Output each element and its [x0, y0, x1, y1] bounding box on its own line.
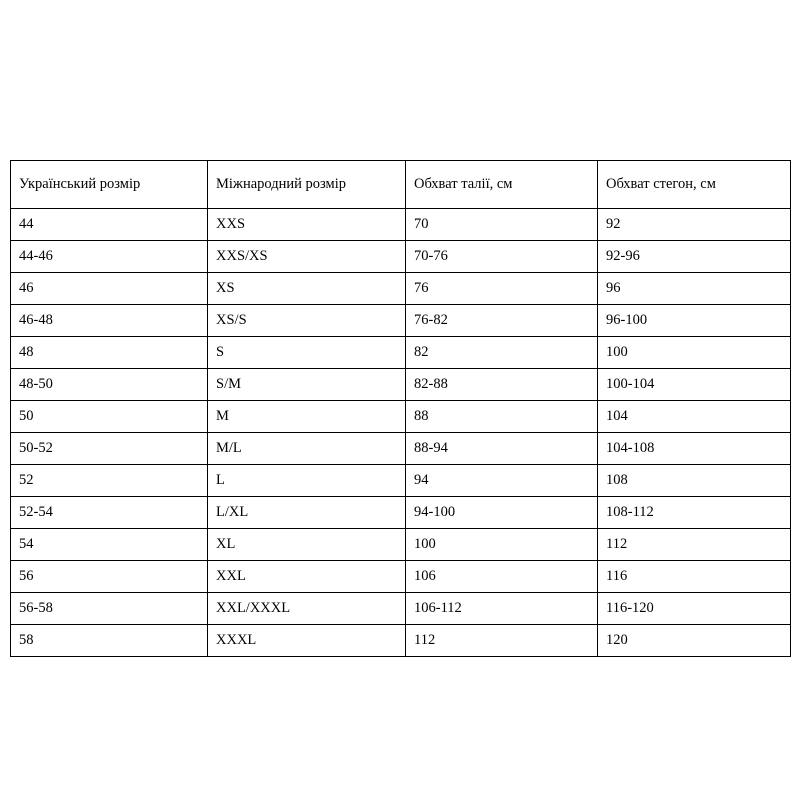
cell-international-size: XS: [208, 273, 406, 305]
cell-international-size: XL: [208, 529, 406, 561]
cell-ukrainian-size: 46-48: [11, 305, 208, 337]
cell-waist: 88-94: [406, 433, 598, 465]
cell-waist: 106: [406, 561, 598, 593]
cell-waist: 100: [406, 529, 598, 561]
cell-hips: 116-120: [598, 593, 791, 625]
cell-international-size: M: [208, 401, 406, 433]
column-header-ukrainian-size: Український розмір: [11, 161, 208, 209]
cell-waist: 94: [406, 465, 598, 497]
column-header-waist: Обхват талії, см: [406, 161, 598, 209]
cell-ukrainian-size: 52-54: [11, 497, 208, 529]
table-row: [11, 433, 791, 465]
table-row: [11, 241, 791, 273]
cell-hips: 92-96: [598, 241, 791, 273]
size-chart-container: [10, 160, 790, 657]
cell-international-size: XXS: [208, 209, 406, 241]
cell-ukrainian-size: 56-58: [11, 593, 208, 625]
cell-ukrainian-size: 50-52: [11, 433, 208, 465]
cell-hips: 112: [598, 529, 791, 561]
table-row: [11, 625, 791, 657]
cell-waist: 94-100: [406, 497, 598, 529]
column-header-hips: Обхват стегон, см: [598, 161, 791, 209]
cell-international-size: XS/S: [208, 305, 406, 337]
table-row: [11, 337, 791, 369]
cell-waist: 82: [406, 337, 598, 369]
cell-hips: 108-112: [598, 497, 791, 529]
cell-hips: 108: [598, 465, 791, 497]
cell-hips: 104: [598, 401, 791, 433]
cell-hips: 96-100: [598, 305, 791, 337]
cell-ukrainian-size: 52: [11, 465, 208, 497]
table-row: [11, 401, 791, 433]
cell-international-size: XXL: [208, 561, 406, 593]
cell-ukrainian-size: 44-46: [11, 241, 208, 273]
cell-ukrainian-size: 46: [11, 273, 208, 305]
cell-waist: 76-82: [406, 305, 598, 337]
cell-hips: 104-108: [598, 433, 791, 465]
table-row: [11, 305, 791, 337]
table-header-row: [11, 161, 791, 209]
table-row: [11, 273, 791, 305]
cell-international-size: XXL/XXXL: [208, 593, 406, 625]
cell-waist: 70-76: [406, 241, 598, 273]
cell-international-size: L/XL: [208, 497, 406, 529]
cell-waist: 82-88: [406, 369, 598, 401]
table-row: [11, 369, 791, 401]
cell-ukrainian-size: 54: [11, 529, 208, 561]
cell-ukrainian-size: 58: [11, 625, 208, 657]
cell-waist: 70: [406, 209, 598, 241]
cell-hips: 116: [598, 561, 791, 593]
table-row: [11, 529, 791, 561]
cell-international-size: L: [208, 465, 406, 497]
table-row: [11, 209, 791, 241]
cell-international-size: S/M: [208, 369, 406, 401]
cell-ukrainian-size: 56: [11, 561, 208, 593]
cell-ukrainian-size: 44: [11, 209, 208, 241]
cell-waist: 106-112: [406, 593, 598, 625]
cell-ukrainian-size: 48: [11, 337, 208, 369]
cell-ukrainian-size: 50: [11, 401, 208, 433]
cell-hips: 120: [598, 625, 791, 657]
cell-waist: 76: [406, 273, 598, 305]
cell-waist: 88: [406, 401, 598, 433]
cell-international-size: XXS/XS: [208, 241, 406, 273]
cell-ukrainian-size: 48-50: [11, 369, 208, 401]
cell-international-size: XXXL: [208, 625, 406, 657]
cell-hips: 100-104: [598, 369, 791, 401]
table-row: [11, 593, 791, 625]
cell-hips: 96: [598, 273, 791, 305]
size-chart-table: [10, 160, 791, 657]
cell-hips: 100: [598, 337, 791, 369]
column-header-international-size: Міжнародний розмір: [208, 161, 406, 209]
table-row: [11, 561, 791, 593]
cell-international-size: S: [208, 337, 406, 369]
cell-waist: 112: [406, 625, 598, 657]
cell-hips: 92: [598, 209, 791, 241]
table-row: [11, 497, 791, 529]
table-row: [11, 465, 791, 497]
cell-international-size: M/L: [208, 433, 406, 465]
table-body: [11, 209, 791, 657]
table-header: [11, 161, 791, 209]
